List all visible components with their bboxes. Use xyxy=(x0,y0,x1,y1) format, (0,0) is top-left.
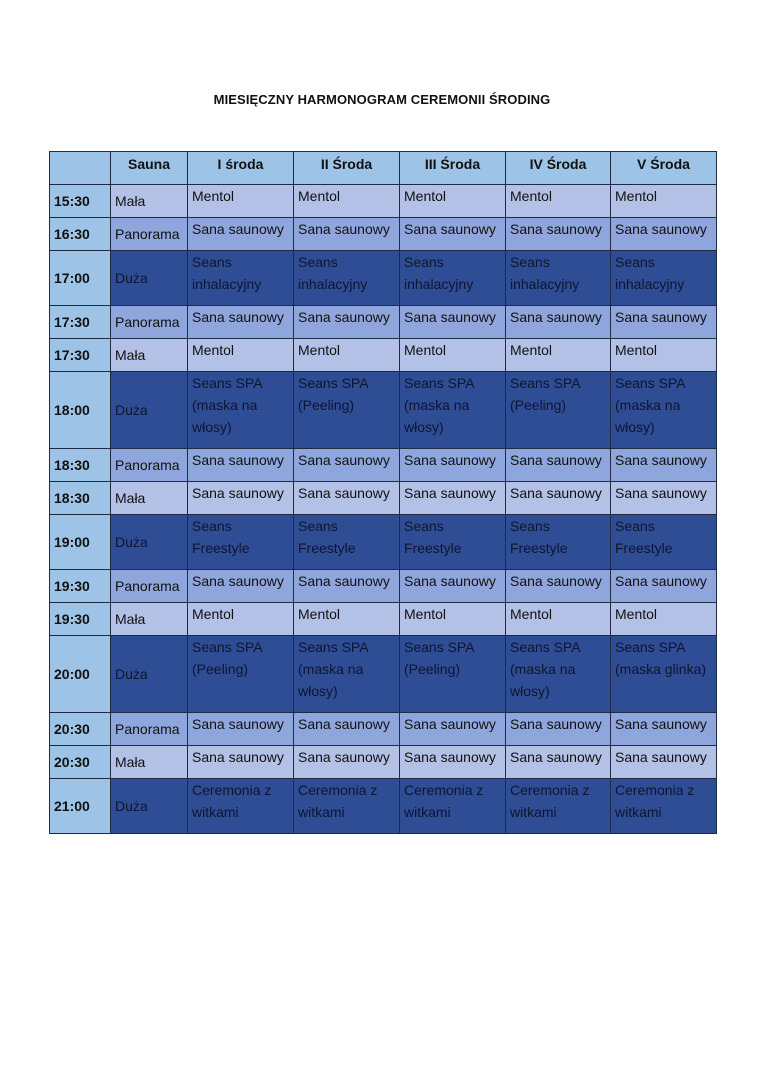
sauna-cell: Mała xyxy=(111,746,188,779)
ceremony-cell: Sana saunowy xyxy=(611,570,717,603)
ceremony-cell: Sana saunowy xyxy=(188,713,294,746)
ceremony-cell: Mentol xyxy=(294,339,400,372)
sauna-cell: Panorama xyxy=(111,449,188,482)
sauna-cell: Duża xyxy=(111,779,188,834)
ceremony-cell: Sana saunowy xyxy=(294,306,400,339)
ceremony-cell: Sana saunowy xyxy=(506,570,611,603)
ceremony-cell: Sana saunowy xyxy=(506,482,611,515)
ceremony-cell: Ceremonia z witkami xyxy=(188,779,294,834)
sauna-cell: Duża xyxy=(111,636,188,713)
header-cell-week-3: III Środa xyxy=(400,152,506,185)
table-row xyxy=(50,779,717,834)
table-row xyxy=(50,306,717,339)
table-row xyxy=(50,570,717,603)
ceremony-cell: Sana saunowy xyxy=(611,306,717,339)
ceremony-cell: Mentol xyxy=(611,339,717,372)
ceremony-cell: Seans SPA (Peeling) xyxy=(506,372,611,449)
header-cell-sauna: Sauna xyxy=(111,152,188,185)
table-row xyxy=(50,713,717,746)
table-row xyxy=(50,251,717,306)
ceremony-cell: Seans Freestyle xyxy=(506,515,611,570)
ceremony-cell: Seans SPA (Peeling) xyxy=(294,372,400,449)
schedule-table xyxy=(49,151,717,834)
time-cell: 17:30 xyxy=(50,339,111,372)
header-cell-week-2: II Środa xyxy=(294,152,400,185)
ceremony-cell: Seans Freestyle xyxy=(611,515,717,570)
ceremony-cell: Seans Freestyle xyxy=(188,515,294,570)
ceremony-cell: Ceremonia z witkami xyxy=(611,779,717,834)
ceremony-cell: Sana saunowy xyxy=(400,306,506,339)
time-cell: 18:00 xyxy=(50,372,111,449)
time-cell: 20:30 xyxy=(50,713,111,746)
ceremony-cell: Mentol xyxy=(611,603,717,636)
table-row xyxy=(50,603,717,636)
page-title: MIESIĘCZNY HARMONOGRAM CEREMONII ŚRODING xyxy=(213,92,551,107)
ceremony-cell: Ceremonia z witkami xyxy=(506,779,611,834)
ceremony-cell: Ceremonia z witkami xyxy=(400,779,506,834)
sauna-cell: Mała xyxy=(111,185,188,218)
time-cell: 17:00 xyxy=(50,251,111,306)
ceremony-cell: Sana saunowy xyxy=(400,218,506,251)
ceremony-cell: Sana saunowy xyxy=(611,449,717,482)
header-cell-week-1: I środa xyxy=(188,152,294,185)
ceremony-cell: Mentol xyxy=(506,185,611,218)
table-row xyxy=(50,218,717,251)
ceremony-cell: Sana saunowy xyxy=(400,449,506,482)
time-cell: 18:30 xyxy=(50,482,111,515)
time-cell: 15:30 xyxy=(50,185,111,218)
table-row xyxy=(50,746,717,779)
sauna-cell: Mała xyxy=(111,603,188,636)
header-row xyxy=(50,152,717,185)
table-row xyxy=(50,636,717,713)
ceremony-cell: Sana saunowy xyxy=(294,570,400,603)
ceremony-cell: Sana saunowy xyxy=(506,746,611,779)
ceremony-cell: Sana saunowy xyxy=(294,482,400,515)
ceremony-cell: Mentol xyxy=(188,603,294,636)
ceremony-cell: Mentol xyxy=(188,339,294,372)
table-row xyxy=(50,339,717,372)
ceremony-cell: Mentol xyxy=(188,185,294,218)
ceremony-cell: Sana saunowy xyxy=(294,746,400,779)
ceremony-cell: Seans inhalacyjny xyxy=(611,251,717,306)
ceremony-cell: Seans inhalacyjny xyxy=(294,251,400,306)
ceremony-cell: Seans SPA (Peeling) xyxy=(400,636,506,713)
ceremony-cell: Sana saunowy xyxy=(188,449,294,482)
ceremony-cell: Seans SPA (maska na włosy) xyxy=(506,636,611,713)
ceremony-cell: Seans inhalacyjny xyxy=(400,251,506,306)
ceremony-cell: Sana saunowy xyxy=(400,746,506,779)
ceremony-cell: Seans Freestyle xyxy=(400,515,506,570)
ceremony-cell: Seans SPA (maska glinka) xyxy=(611,636,717,713)
ceremony-cell: Sana saunowy xyxy=(506,306,611,339)
ceremony-cell: Mentol xyxy=(611,185,717,218)
time-cell: 18:30 xyxy=(50,449,111,482)
sauna-cell: Mała xyxy=(111,339,188,372)
header-cell-week-4: IV Środa xyxy=(506,152,611,185)
header-cell-week-5: V Środa xyxy=(611,152,717,185)
ceremony-cell: Sana saunowy xyxy=(188,746,294,779)
ceremony-cell: Sana saunowy xyxy=(506,449,611,482)
ceremony-cell: Sana saunowy xyxy=(611,713,717,746)
ceremony-cell: Seans SPA (maska na włosy) xyxy=(188,372,294,449)
table-row xyxy=(50,372,717,449)
ceremony-cell: Sana saunowy xyxy=(188,570,294,603)
ceremony-cell: Sana saunowy xyxy=(188,218,294,251)
time-cell: 17:30 xyxy=(50,306,111,339)
ceremony-cell: Mentol xyxy=(506,339,611,372)
ceremony-cell: Sana saunowy xyxy=(506,713,611,746)
ceremony-cell: Seans inhalacyjny xyxy=(188,251,294,306)
time-cell: 19:30 xyxy=(50,570,111,603)
time-cell: 19:00 xyxy=(50,515,111,570)
time-cell: 21:00 xyxy=(50,779,111,834)
sauna-cell: Panorama xyxy=(111,218,188,251)
table-row xyxy=(50,449,717,482)
ceremony-cell: Sana saunowy xyxy=(400,482,506,515)
ceremony-cell: Seans SPA (maska na włosy) xyxy=(611,372,717,449)
time-cell: 20:00 xyxy=(50,636,111,713)
sauna-cell: Mała xyxy=(111,482,188,515)
sauna-cell: Panorama xyxy=(111,713,188,746)
ceremony-cell: Mentol xyxy=(400,603,506,636)
table-row xyxy=(50,482,717,515)
table-row xyxy=(50,185,717,218)
ceremony-cell: Mentol xyxy=(294,185,400,218)
ceremony-cell: Ceremonia z witkami xyxy=(294,779,400,834)
ceremony-cell: Sana saunowy xyxy=(400,713,506,746)
ceremony-cell: Sana saunowy xyxy=(294,713,400,746)
ceremony-cell: Mentol xyxy=(400,339,506,372)
ceremony-cell: Sana saunowy xyxy=(611,482,717,515)
sauna-cell: Duża xyxy=(111,251,188,306)
sauna-cell: Panorama xyxy=(111,306,188,339)
table-row xyxy=(50,515,717,570)
schedule-body xyxy=(50,185,717,834)
ceremony-cell: Seans inhalacyjny xyxy=(506,251,611,306)
ceremony-cell: Mentol xyxy=(400,185,506,218)
sauna-cell: Panorama xyxy=(111,570,188,603)
ceremony-cell: Seans Freestyle xyxy=(294,515,400,570)
ceremony-cell: Sana saunowy xyxy=(294,449,400,482)
ceremony-cell: Seans SPA (maska na włosy) xyxy=(400,372,506,449)
ceremony-cell: Seans SPA (Peeling) xyxy=(188,636,294,713)
time-cell: 19:30 xyxy=(50,603,111,636)
ceremony-cell: Mentol xyxy=(294,603,400,636)
ceremony-cell: Seans SPA (maska na włosy) xyxy=(294,636,400,713)
ceremony-cell: Sana saunowy xyxy=(188,306,294,339)
ceremony-cell: Sana saunowy xyxy=(611,218,717,251)
ceremony-cell: Sana saunowy xyxy=(506,218,611,251)
time-cell: 16:30 xyxy=(50,218,111,251)
ceremony-cell: Sana saunowy xyxy=(188,482,294,515)
sauna-cell: Duża xyxy=(111,515,188,570)
ceremony-cell: Sana saunowy xyxy=(400,570,506,603)
ceremony-cell: Sana saunowy xyxy=(294,218,400,251)
time-cell: 20:30 xyxy=(50,746,111,779)
header-cell-time xyxy=(50,152,111,185)
sauna-cell: Duża xyxy=(111,372,188,449)
ceremony-cell: Sana saunowy xyxy=(611,746,717,779)
ceremony-cell: Mentol xyxy=(506,603,611,636)
